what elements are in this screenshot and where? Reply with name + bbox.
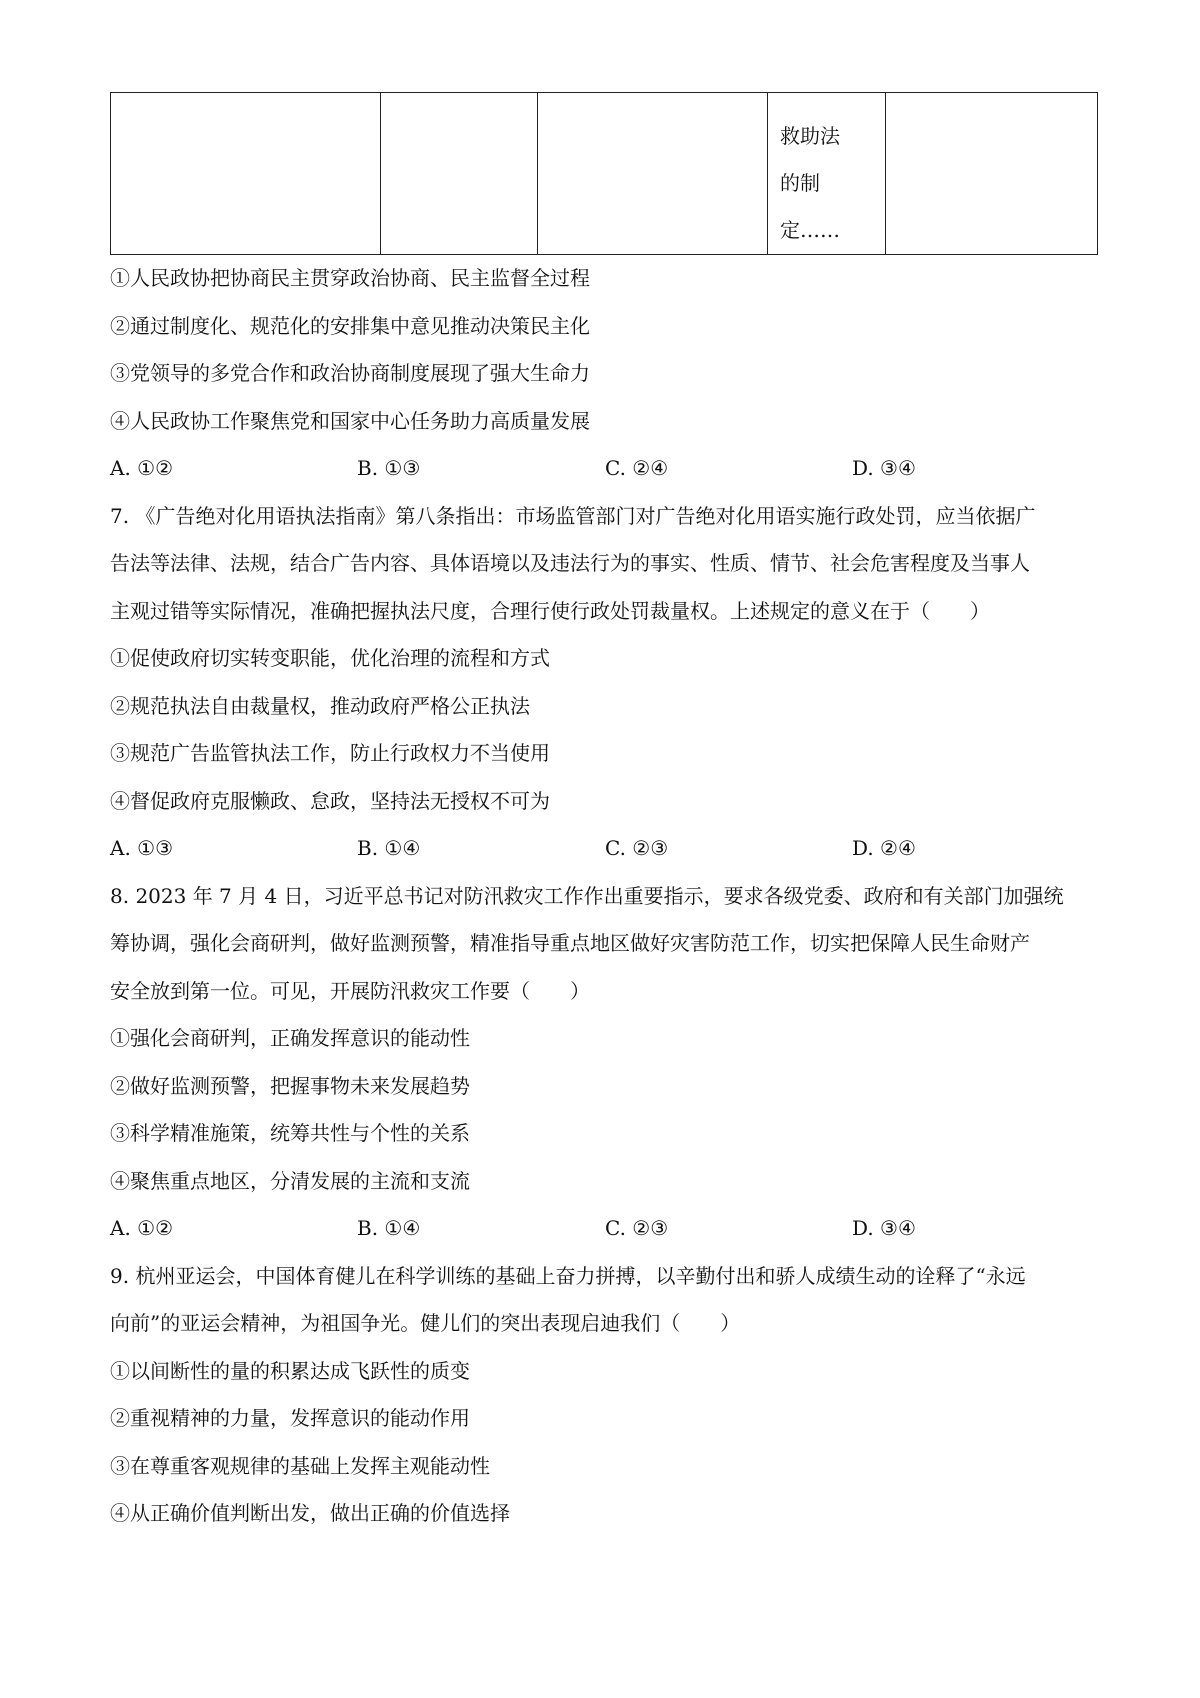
q9-stem: 9. 杭州亚运会，中国体育健儿在科学训练的基础上奋力拼搏，以辛勤付出和骄人成绩生动的诠释了“永远 [110, 1264, 1026, 1288]
q7-stem: 7. 《广告绝对化用语执法指南》第八条指出：市场监管部门对广告绝对化用语实施行政处罚，应当依据广 [110, 504, 1036, 528]
q8-options [110, 1214, 1010, 1242]
option-c: C. ②③ [605, 1216, 669, 1240]
table-cell [768, 93, 886, 255]
cell-line: 的制 [780, 171, 820, 195]
table-cell [538, 93, 768, 255]
q6-statement: ②通过制度化、规范化的安排集中意见推动决策民主化 [110, 314, 590, 338]
q7-statement: ④督促政府克服懒政、怠政，坚持法无授权不可为 [110, 789, 550, 813]
option-b: B. ①④ [357, 1216, 421, 1240]
q7-options [110, 834, 1010, 862]
q9-statement: ③在尊重客观规律的基础上发挥主观能动性 [110, 1454, 490, 1478]
q6-statement: ③党领导的多党合作和政治协商制度展现了强大生命力 [110, 361, 590, 385]
q9-statement: ④从正确价值判断出发，做出正确的价值选择 [110, 1501, 510, 1525]
table-cell [381, 93, 538, 255]
q8-statement: ①强化会商研判，正确发挥意识的能动性 [110, 1026, 470, 1050]
q8-stem: 8. 2023 年 7 月 4 日，习近平总书记对防汛救灾工作作出重要指示，要求各级党委、政府和有关部门加强统 [110, 884, 1064, 908]
table-fragment [110, 92, 1098, 255]
option-a: A. ①③ [110, 836, 174, 860]
table-cell [111, 93, 381, 255]
option-c: C. ②③ [605, 836, 669, 860]
option-d: D. ③④ [852, 1216, 916, 1240]
q8-stem: 筹协调，强化会商研判，做好监测预警，精准指导重点地区做好灾害防范工作，切实把保障人民生命财产 [110, 931, 1030, 955]
q9-statement: ②重视精神的力量，发挥意识的能动作用 [110, 1406, 470, 1430]
cell-line: 定…… [780, 218, 840, 242]
q8-statement: ④聚焦重点地区，分清发展的主流和支流 [110, 1169, 470, 1193]
cell-line: 救助法 [780, 124, 840, 148]
q7-stem: 主观过错等实际情况，准确把握执法尺度，合理行使行政处罚裁量权。上述规定的意义在于（ ） [110, 599, 990, 623]
option-a: A. ①② [110, 1216, 174, 1240]
q8-stem: 安全放到第一位。可见，开展防汛救灾工作要（ ） [110, 979, 590, 1003]
q6-statement: ④人民政协工作聚焦党和国家中心任务助力高质量发展 [110, 409, 590, 433]
option-b: B. ①③ [357, 456, 421, 480]
q8-statement: ③科学精准施策，统筹共性与个性的关系 [110, 1121, 470, 1145]
q7-statement: ①促使政府切实转变职能，优化治理的流程和方式 [110, 646, 550, 670]
option-d: D. ②④ [852, 836, 916, 860]
q6-options [110, 454, 1010, 482]
q9-stem: 向前”的亚运会精神，为祖国争光。健儿们的突出表现启迪我们（ ） [110, 1311, 741, 1335]
q7-stem: 告法等法律、法规，结合广告内容、具体语境以及违法行为的事实、性质、情节、社会危害程度及当事人 [110, 551, 1030, 575]
option-c: C. ②④ [605, 456, 669, 480]
q6-statement: ①人民政协把协商民主贯穿政治协商、民主监督全过程 [110, 266, 590, 290]
q9-statement: ①以间断性的量的积累达成飞跃性的质变 [110, 1359, 470, 1383]
q8-statement: ②做好监测预警，把握事物未来发展趋势 [110, 1074, 470, 1098]
table-cell [886, 93, 1098, 255]
option-d: D. ③④ [852, 456, 916, 480]
option-b: B. ①④ [357, 836, 421, 860]
option-a: A. ①② [110, 456, 174, 480]
q7-statement: ③规范广告监管执法工作，防止行政权力不当使用 [110, 741, 550, 765]
q7-statement: ②规范执法自由裁量权，推动政府严格公正执法 [110, 694, 530, 718]
